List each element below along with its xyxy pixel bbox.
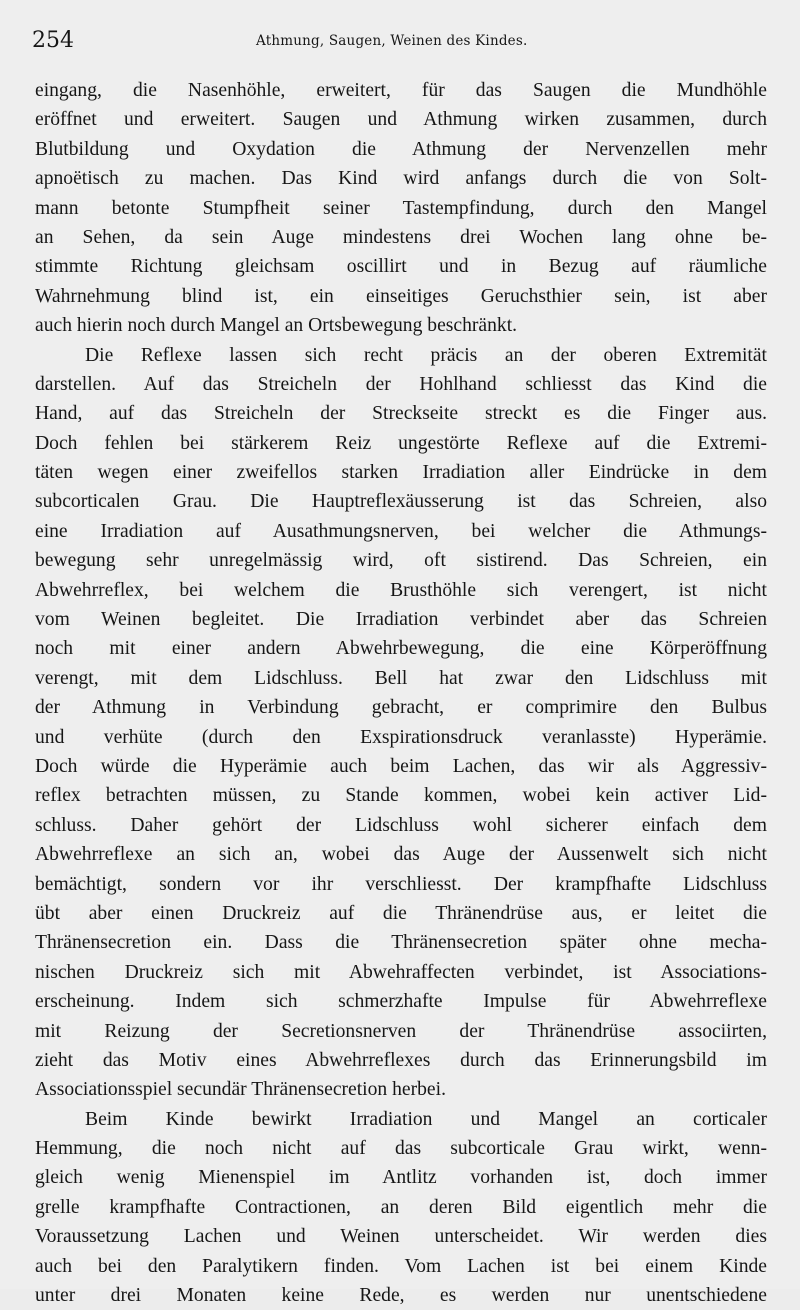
text-line: übt aber einen Druckreiz auf die Thränendrüse aus, er leitet die: [35, 902, 767, 924]
text-line: der Athmung in Verbindung gebracht, er comprimire den Bulbus: [35, 697, 767, 719]
text-line: auch bei den Paralytikern finden. Vom Lachen ist bei einem Kinde: [35, 1255, 767, 1277]
text-line: und verhüte (durch den Exspirationsdruck veranlasste) Hyperämie.: [35, 726, 767, 748]
body-text: [35, 76, 767, 1310]
text-line: vom Weinen begleitet. Die Irradiation verbindet aber das Schreien: [35, 609, 767, 631]
text-line: Voraussetzung Lachen und Weinen unterscheidet. Wir werden dies: [35, 1226, 767, 1248]
text-line: zieht das Motiv eines Abwehrreflexes durch das Erinnerungsbild im: [35, 1049, 767, 1071]
text-line: schluss. Daher gehört der Lidschluss wohl sicherer einfach dem: [35, 814, 767, 836]
text-line: Hand, auf das Streicheln der Streckseite streckt es die Finger aus.: [35, 403, 767, 425]
text-line: grelle krampfhafte Contractionen, an deren Bild eigentlich mehr die: [35, 1196, 767, 1218]
text-line: Blutbildung und Oxydation die Athmung der Nervenzellen mehr: [35, 138, 767, 160]
text-line: Abwehrreflex, bei welchem die Brusthöhle sich verengert, ist nicht: [35, 579, 767, 601]
page-header: [32, 28, 768, 58]
text-line: auch hierin noch durch Mangel an Ortsbewegung beschränkt.: [35, 315, 518, 337]
text-line: eine Irradiation auf Ausathmungsnerven, bei welcher die Athmungs-: [35, 520, 767, 542]
text-line: mann betonte Stumpfheit seiner Tastempfindung, durch den Mangel: [35, 197, 767, 219]
text-line: Hemmung, die noch nicht auf das subcorticale Grau wirkt, wenn-: [35, 1138, 767, 1160]
running-head: Athmung, Saugen, Weinen des Kindes.: [256, 33, 528, 49]
text-line: darstellen. Auf das Streicheln der Hohlhand schliesst das Kind die: [35, 373, 767, 395]
text-line: apnoëtisch zu machen. Das Kind wird anfangs durch die von Solt-: [35, 168, 767, 190]
text-line: eingang, die Nasenhöhle, erweitert, für das Saugen die Mundhöhle: [35, 80, 767, 101]
text-line: gleich wenig Mienenspiel im Antlitz vorhanden ist, doch immer: [35, 1167, 767, 1189]
text-line: stimmte Richtung gleichsam oscillirt und in Bezug auf räumliche: [35, 256, 767, 278]
text-line: täten wegen einer zweifellos starken Irradiation aller Eindrücke in dem: [35, 462, 767, 484]
text-line: verengt, mit dem Lidschluss. Bell hat zwar den Lidschluss mit: [35, 667, 767, 689]
text-line: Doch würde die Hyperämie auch beim Lachen, das wir als Aggressiv-: [35, 755, 767, 777]
text-line: bewegung sehr unregelmässig wird, oft sistirend. Das Schreien, ein: [35, 550, 767, 572]
text-line: Doch fehlen bei stärkerem Reiz ungestörte Reflexe auf die Extremi-: [35, 432, 767, 454]
text-line: an Sehen, da sein Auge mindestens drei Wochen lang ohne be-: [35, 226, 767, 248]
text-line: Thränensecretion ein. Dass die Thränensecretion später ohne mecha-: [35, 932, 767, 954]
text-line: nischen Druckreiz sich mit Abwehraffecten verbindet, ist Associations-: [35, 961, 767, 983]
text-line: bemächtigt, sondern vor ihr verschliesst. Der krampfhafte Lidschluss: [35, 873, 767, 895]
text-line: eröffnet und erweitert. Saugen und Athmung wirken zusammen, durch: [35, 109, 767, 131]
text-line: Wahrnehmung blind ist, ein einseitiges Geruchsthier sein, ist aber: [35, 285, 767, 307]
text-line: Associationsspiel secundär Thränensecretion herbei.: [35, 1079, 446, 1101]
text-line: erscheinung. Indem sich schmerzhafte Impulse für Abwehrreflexe: [35, 991, 767, 1013]
text-line: mit Reizung der Secretionsnerven der Thränendrüse associirten,: [35, 1020, 767, 1042]
page-number: 254: [32, 28, 74, 53]
text-line: noch mit einer andern Abwehrbewegung, die eine Körperöffnung: [35, 638, 767, 660]
text-line: subcorticalen Grau. Die Hauptreflexäusserung ist das Schreien, also: [35, 491, 767, 513]
text-line: Beim Kinde bewirkt Irradiation und Mangel an corticaler: [85, 1108, 767, 1130]
text-line: Die Reflexe lassen sich recht präcis an der oberen Extremität: [85, 344, 767, 366]
text-line: Abwehrreflexe an sich an, wobei das Auge der Aussenwelt sich nicht: [35, 844, 767, 866]
text-line: unter drei Monaten keine Rede, es werden nur unentschiedene: [35, 1285, 767, 1307]
text-line: reflex betrachten müssen, zu Stande kommen, wobei kein activer Lid-: [35, 785, 767, 807]
